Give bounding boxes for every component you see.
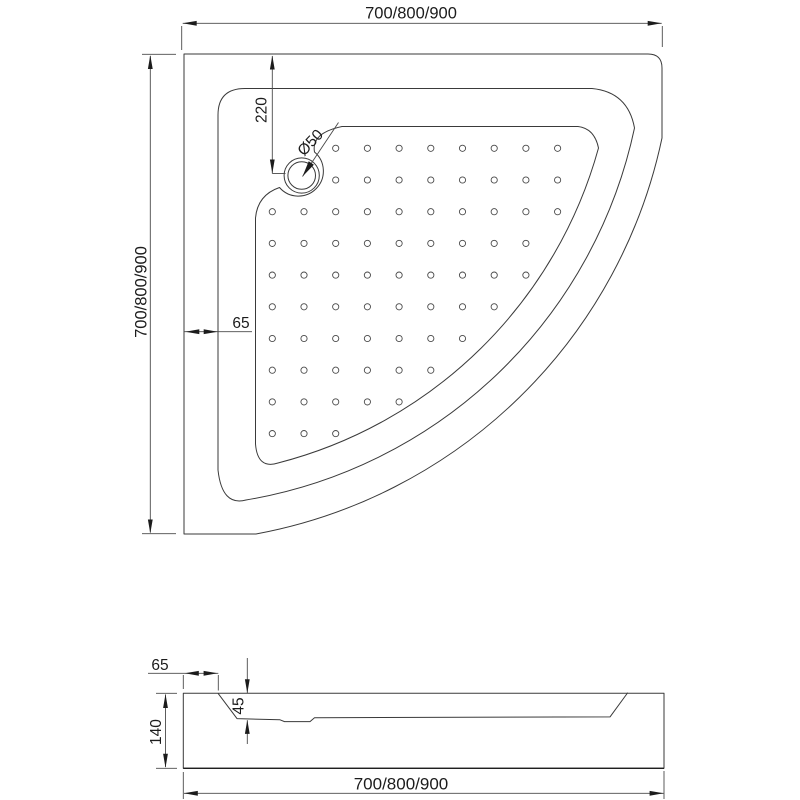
- anti-slip-dot: [459, 272, 465, 278]
- anti-slip-dot: [396, 145, 402, 151]
- drain-diameter-label: Ø50: [294, 126, 327, 160]
- side-width-label: 700/800/900: [353, 774, 449, 794]
- anti-slip-dot: [269, 240, 275, 246]
- arrow-right-icon: [204, 671, 218, 676]
- anti-slip-dot: [428, 272, 434, 278]
- arrow-up-icon: [245, 720, 250, 734]
- side-width-dimension: [183, 771, 664, 799]
- top-width-dimension: [182, 5, 663, 51]
- anti-slip-dot: [491, 240, 497, 246]
- anti-slip-dot: [459, 335, 465, 341]
- anti-slip-dot: [428, 335, 434, 341]
- anti-slip-dot: [333, 177, 339, 183]
- anti-slip-dot: [396, 272, 402, 278]
- anti-slip-dot: [333, 431, 339, 437]
- side-depth-label: 45: [230, 697, 248, 715]
- anti-slip-dot: [428, 177, 434, 183]
- anti-slip-dot: [269, 272, 275, 278]
- left-height-dimension: [133, 54, 177, 533]
- anti-slip-dot: [301, 304, 307, 310]
- ledge-width-label: 65: [232, 315, 250, 332]
- arrow-down-icon: [245, 679, 250, 693]
- tray-rim-contour: [218, 89, 635, 501]
- anti-slip-dot: [364, 399, 370, 405]
- anti-slip-dot: [269, 431, 275, 437]
- anti-slip-dot: [333, 335, 339, 341]
- anti-slip-dot: [364, 335, 370, 341]
- anti-slip-dot: [523, 272, 529, 278]
- anti-slip-dot: [301, 335, 307, 341]
- anti-slip-dot: [396, 304, 402, 310]
- anti-slip-dot: [396, 335, 402, 341]
- anti-slip-dot: [428, 209, 434, 215]
- anti-slip-dot: [523, 177, 529, 183]
- arrow-down-icon: [163, 754, 168, 768]
- leader-arrow-icon: [303, 161, 314, 176]
- side-view: [148, 657, 664, 799]
- drain-offset-dimension: [254, 56, 286, 174]
- anti-slip-dot: [333, 272, 339, 278]
- anti-slip-dot: [459, 304, 465, 310]
- side-height-label: 140: [148, 719, 165, 745]
- anti-slip-dot: [491, 145, 497, 151]
- anti-slip-dot: [269, 209, 275, 215]
- arrow-left-icon: [185, 329, 199, 334]
- anti-slip-dot: [491, 272, 497, 278]
- side-basin-profile: [218, 693, 627, 722]
- drain-outer-circle: [284, 158, 319, 193]
- anti-slip-dot: [428, 367, 434, 373]
- anti-slip-dot: [428, 304, 434, 310]
- arrow-up-icon: [270, 56, 275, 70]
- arrow-right-icon: [648, 21, 662, 26]
- anti-slip-dot: [428, 145, 434, 151]
- anti-slip-dot: [459, 177, 465, 183]
- anti-slip-dot: [523, 145, 529, 151]
- anti-slip-dot: [491, 304, 497, 310]
- anti-slip-dot: [396, 209, 402, 215]
- anti-slip-dot: [269, 399, 275, 405]
- arrow-down-icon: [270, 160, 275, 174]
- anti-slip-dot: [364, 367, 370, 373]
- anti-slip-dot: [269, 335, 275, 341]
- anti-slip-dot: [491, 209, 497, 215]
- anti-slip-dot: [301, 399, 307, 405]
- drain: [284, 158, 319, 193]
- arrow-up-icon: [148, 55, 153, 69]
- anti-slip-dot: [301, 431, 307, 437]
- drain-diameter-leader: [294, 123, 338, 177]
- anti-slip-dot: [269, 304, 275, 310]
- arrow-down-icon: [148, 520, 153, 534]
- anti-slip-dot: [428, 240, 434, 246]
- anti-slip-dot: [301, 209, 307, 215]
- anti-slip-dot: [333, 304, 339, 310]
- anti-slip-dot: [396, 399, 402, 405]
- arrow-right-icon: [204, 329, 218, 334]
- anti-slip-dot: [555, 177, 561, 183]
- side-ledge-dimension: [148, 657, 218, 691]
- anti-slip-dot: [459, 240, 465, 246]
- anti-slip-dot: [459, 145, 465, 151]
- anti-slip-dot: [459, 209, 465, 215]
- top-view: [133, 5, 663, 535]
- anti-slip-dot: [523, 240, 529, 246]
- anti-slip-dot: [555, 145, 561, 151]
- anti-slip-dot: [364, 209, 370, 215]
- arrow-left-icon: [185, 671, 199, 676]
- anti-slip-dot: [364, 304, 370, 310]
- anti-slip-dot: [333, 209, 339, 215]
- side-depth-dimension: [231, 658, 250, 744]
- anti-slip-dot: [523, 209, 529, 215]
- anti-slip-dot: [364, 145, 370, 151]
- side-ledge-label: 65: [151, 657, 169, 674]
- anti-slip-dot: [364, 272, 370, 278]
- side-body-outline: [183, 693, 664, 768]
- anti-slip-dot: [333, 367, 339, 373]
- anti-slip-dot: [396, 177, 402, 183]
- anti-slip-dot: [269, 367, 275, 373]
- side-height-dimension: [148, 693, 177, 768]
- anti-slip-dot: [333, 145, 339, 151]
- drain-offset-label: 220: [253, 97, 271, 123]
- anti-slip-dot: [301, 272, 307, 278]
- anti-slip-dot: [364, 177, 370, 183]
- arrow-right-icon: [650, 791, 664, 796]
- anti-slip-dot: [301, 367, 307, 373]
- top-width-label: 700/800/900: [365, 4, 457, 23]
- anti-slip-dot: [333, 399, 339, 405]
- arrow-left-icon: [184, 791, 198, 796]
- anti-slip-dot: [491, 177, 497, 183]
- anti-slip-dot: [396, 367, 402, 373]
- left-height-label: 700/800/900: [132, 246, 151, 338]
- anti-slip-dot: [396, 240, 402, 246]
- anti-slip-dot: [364, 240, 370, 246]
- anti-slip-dot: [555, 209, 561, 215]
- arrow-left-icon: [183, 21, 197, 26]
- anti-slip-dot: [301, 240, 307, 246]
- arrow-up-icon: [163, 694, 168, 708]
- basin-contour: [256, 127, 599, 465]
- anti-slip-dot: [333, 240, 339, 246]
